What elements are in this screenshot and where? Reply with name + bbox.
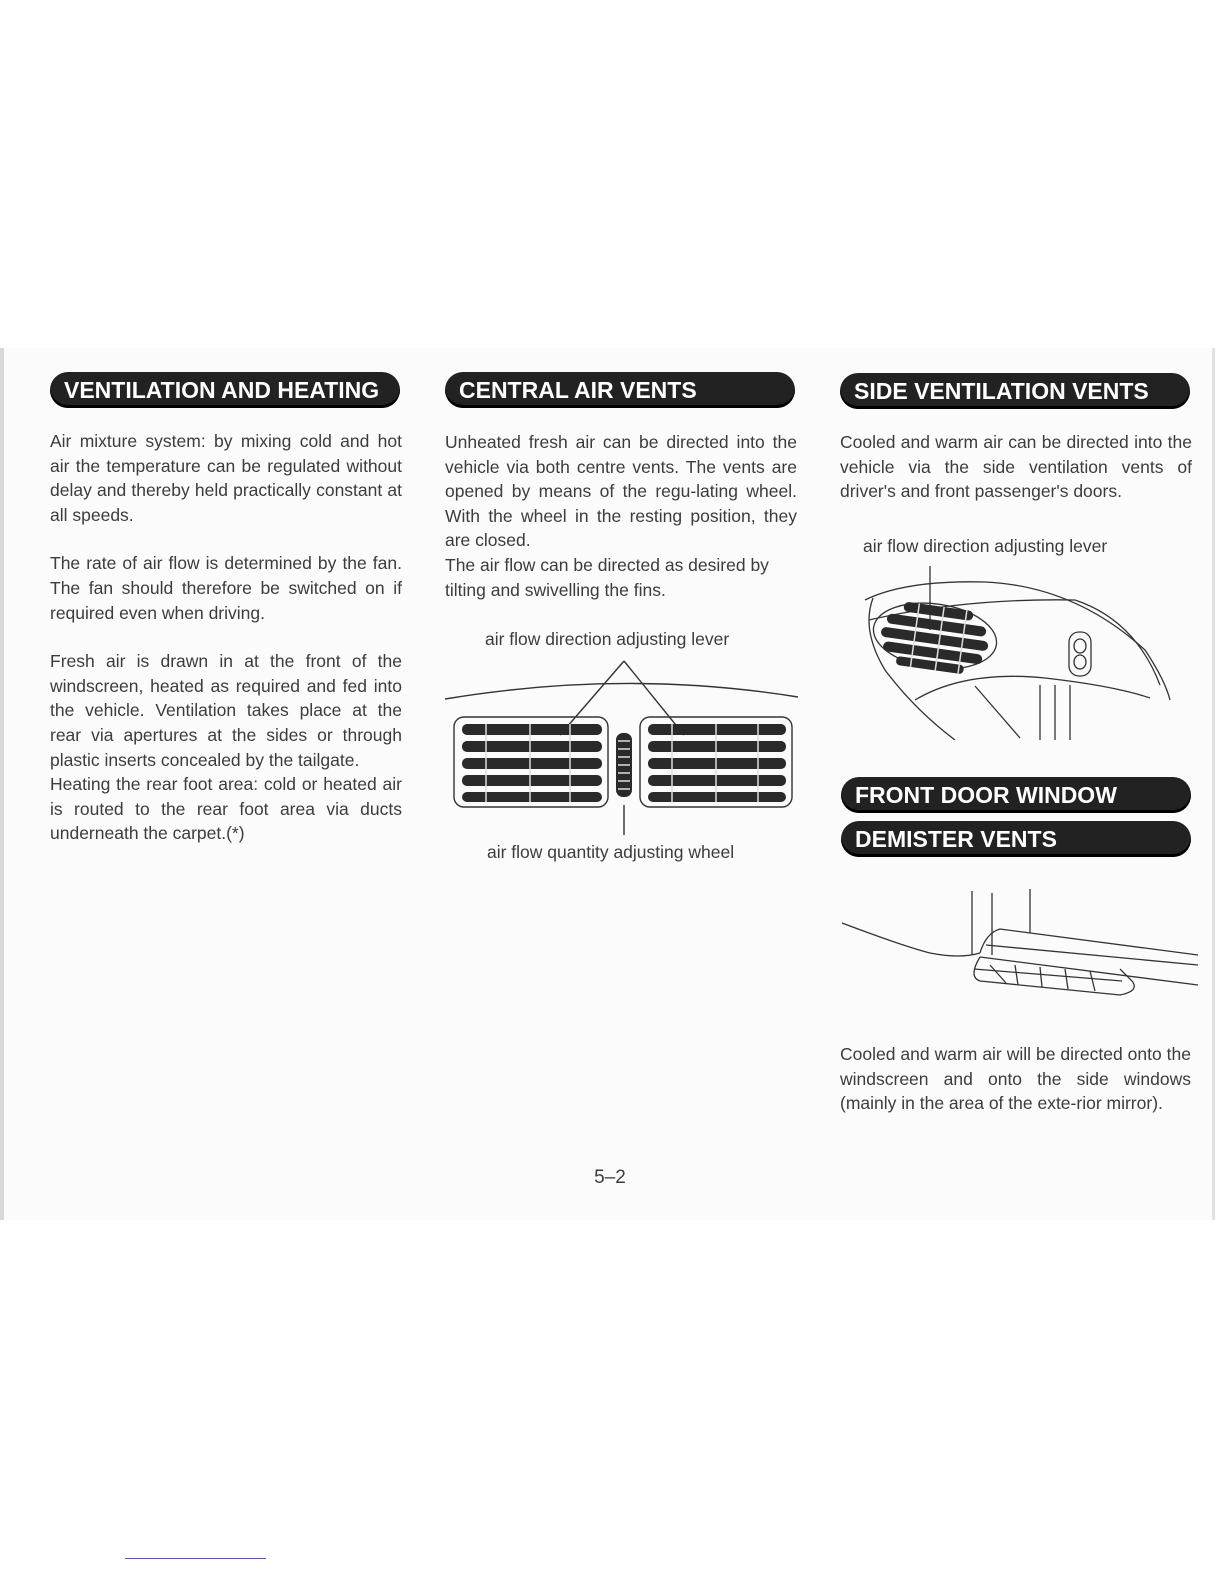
- paragraph-fan-rate: The rate of air flow is determined by the fan. The fan should therefore be switched on if required even when driving.: [50, 553, 402, 623]
- paragraph-air-mixture: Air mixture system: by mixing cold and hot air the temperature can be regulated without delay and thereby held practically constant at all speeds.: [50, 431, 402, 525]
- central-vents-illustration: [440, 655, 805, 840]
- paragraph-direct-airflow: The air flow can be directed as desired by tilting and swivelling the fins.: [445, 554, 769, 600]
- side-vent-illustration: [845, 560, 1175, 740]
- label-direction-lever-side: air flow direction adjusting lever: [863, 536, 1108, 556]
- heading-side-ventilation-vents: SIDE VENTILATION VENTS: [840, 373, 1190, 409]
- paragraph-unheated-fresh-air: Unheated fresh air can be directed into the vehicle via both centre vents. The vents are opened by means of the regu-lating wheel. With the wheel in the resting position, they are closed.: [445, 432, 797, 551]
- paragraph-fresh-air: Fresh air is drawn in at the front of the windscreen, heated as required and fed into the vehicle. Ventilation takes place at the rear via apertures at the sides or through plastic inserts concealed by the tailgate.: [50, 651, 402, 770]
- label-direction-lever-central: air flow direction adjusting lever: [485, 629, 730, 649]
- column-central-air-vents: [445, 372, 797, 602]
- heading-front-door-window: FRONT DOOR WINDOW: [841, 777, 1191, 813]
- paragraph-rear-foot-heating: Heating the rear foot area: cold or heated air is routed to the rear foot area via ducts underneath the carpet.(*): [50, 774, 402, 844]
- footer-rule: [125, 1558, 266, 1559]
- page-edge-right: [1212, 348, 1215, 1220]
- heading-demister-vents: DEMISTER VENTS: [841, 821, 1191, 857]
- paragraph-side-vents: Cooled and warm air can be directed into the vehicle via the side ventilation vents of driver's and front passenger's doors.: [840, 432, 1192, 502]
- heading-central-air-vents: CENTRAL AIR VENTS: [445, 372, 795, 408]
- page-edge-left: [0, 348, 4, 1220]
- demister-vent-illustration: [840, 885, 1202, 1010]
- column-ventilation-heating: [50, 372, 402, 846]
- page-number: 5–2: [594, 1167, 626, 1188]
- heading-ventilation-heating: VENTILATION AND HEATING: [50, 372, 400, 408]
- column-side-ventilation-vents: [840, 372, 1192, 504]
- label-quantity-wheel: air flow quantity adjusting wheel: [487, 842, 735, 862]
- paragraph-demister: Cooled and warm air will be directed onto the windscreen and onto the side windows (mainly in the area of the exte-rior mirror).: [840, 1044, 1191, 1114]
